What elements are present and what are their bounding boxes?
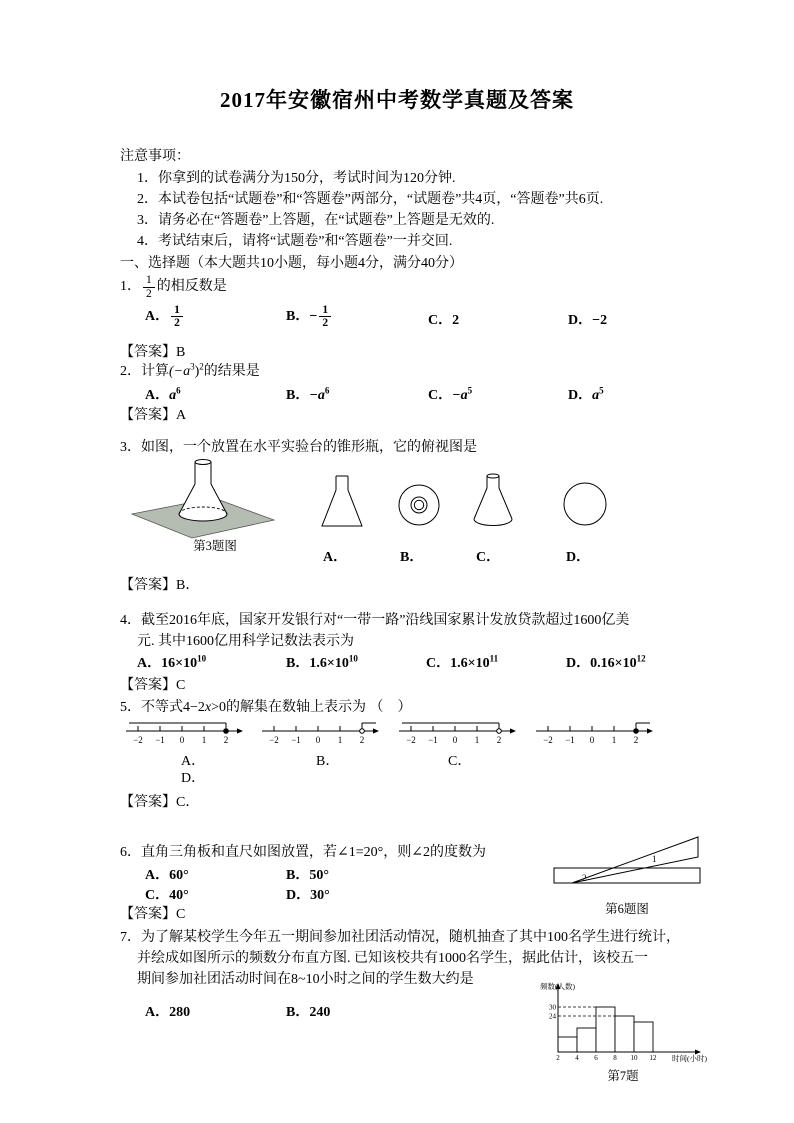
svg-text:30: 30: [549, 1003, 556, 1012]
q5-numberline-b: [260, 713, 382, 753]
notice-item: 1．你拿到的试卷满分为150分，考试时间为120分钟.: [137, 171, 456, 186]
axis-arrow: [373, 728, 379, 733]
q6-figure: [552, 834, 702, 898]
q3-shape-a: [315, 472, 370, 534]
svg-text:−1: −1: [155, 735, 165, 745]
q2-option-d: D．$a^5$: [568, 385, 604, 403]
svg-text:−2: −2: [269, 735, 279, 745]
q6-answer: 【答案】C: [120, 907, 186, 922]
q6-option-a: A．60°: [145, 868, 189, 883]
q4-option-a: A．$16\times 10^{10}$: [137, 653, 207, 671]
q1-fraction: $\frac{1}{2}$: [143, 274, 155, 299]
q1-option-a: A． $\frac{1}{2}$: [145, 304, 185, 329]
q3-shape-c: [465, 472, 520, 534]
q1-answer: 【答案】B: [120, 345, 186, 360]
q6-option-c: C．40°: [145, 888, 189, 903]
q3-figure-caption: 第3题图: [193, 539, 237, 553]
q4-answer: 【答案】C: [120, 678, 186, 693]
q3-shape-d: [558, 474, 613, 536]
svg-text:2: 2: [556, 1054, 560, 1062]
x-axis-label: 时间(小时): [672, 1054, 707, 1063]
svg-text:1: 1: [611, 735, 617, 745]
svg-text:0: 0: [179, 735, 185, 745]
y-tick-labels: [549, 1004, 557, 1021]
q7-histogram: [538, 980, 708, 1066]
svg-text:10: 10: [630, 1054, 638, 1062]
numberline-tick-labels: [133, 735, 228, 745]
q1-option-b-fraction: $\frac{1}{2}$: [319, 304, 331, 329]
q7-figure-caption: 第7题: [607, 1069, 639, 1083]
q5-numberline-d: [534, 713, 656, 753]
svg-text:6: 6: [594, 1054, 598, 1062]
section-heading: 一、选择题（本大题共10小题，每小题4分，满分40分）: [120, 256, 463, 271]
svg-text:−2: −2: [406, 735, 416, 745]
svg-text:0: 0: [452, 735, 458, 745]
q2-stem: 2．计算$(-a^3)^2$的结果是: [120, 361, 260, 379]
svg-text:−2: −2: [543, 735, 553, 745]
q7-stem-line1: 7．为了解某校学生今年五一期间参加社团活动情况，随机抽查了其中100名学生进行统计，: [120, 930, 680, 945]
q7-stem-line3: 期间参加社团活动时间在8~10小时之间的学生数大约是: [137, 972, 474, 987]
q4-stem-line2: 元. 其中1600亿用科学记数法表示为: [137, 634, 354, 649]
q5-numberline-c: [397, 713, 519, 753]
q5-option-label-c: C．: [448, 754, 472, 769]
q6-figure-caption: 第6题图: [605, 902, 649, 916]
set-square-triangle: [572, 837, 698, 883]
svg-text:12: 12: [649, 1054, 657, 1062]
q6-option-b: B．50°: [286, 868, 329, 883]
q5-answer: 【答案】C．: [120, 795, 200, 810]
histogram-bars: [558, 1007, 653, 1052]
q4-option-c: C．$1.6\times 10^{11}$: [426, 653, 499, 671]
q1-option-b: B．− $\frac{1}{2}$: [286, 304, 333, 329]
svg-text:24: 24: [549, 1012, 556, 1021]
q5-numberline-a: [124, 713, 246, 753]
q3-shape-b: [392, 474, 447, 536]
svg-text:1: 1: [474, 735, 480, 745]
q3-option-label-b: B．: [400, 550, 424, 565]
flask-body-fill: [179, 484, 227, 514]
numberline-axis: [536, 726, 649, 731]
svg-text:0: 0: [315, 735, 321, 745]
q2-option-b: B．$-a^6$: [286, 385, 330, 403]
q3-figure-row: [120, 458, 680, 568]
q2-option-a: A．$a^6$: [145, 385, 181, 403]
numberline-axis: [399, 726, 512, 731]
q7-option-a: A．280: [145, 1005, 191, 1020]
notice-list: [137, 168, 603, 252]
q5-option-label-b: B．: [316, 754, 340, 769]
svg-text:−1: −1: [428, 735, 438, 745]
svg-text:2: 2: [633, 735, 639, 745]
angle-2-label: 2: [582, 873, 587, 883]
q1-option-d: D．−2: [568, 313, 608, 328]
q3-stem: 3．如图，一个放置在水平实验台的锥形瓶，它的俯视图是: [120, 440, 477, 455]
q3-option-label-d: D．: [566, 550, 591, 565]
svg-text:2: 2: [359, 735, 365, 745]
ruler: [554, 868, 700, 883]
q3-figure-flask: [128, 458, 278, 540]
q1-text: 的相反数是: [156, 279, 227, 294]
notice-item: 3．请务必在“答题卷”上答题，在“试题卷”上答题是无效的.: [137, 213, 495, 228]
numberline-axis: [126, 726, 239, 731]
q1-number: 1．: [120, 279, 141, 294]
x-tick-labels: [556, 1054, 657, 1062]
svg-text:−2: −2: [133, 735, 143, 745]
angle-1-label: 1: [652, 854, 657, 864]
q1-stem: [120, 272, 227, 302]
q4-option-d: D．$0.16\times 10^{12}$: [566, 653, 646, 671]
q1-option-a-fraction: $\frac{1}{2}$: [171, 304, 183, 329]
q5-option-label-d: D．: [181, 771, 206, 786]
q1-option-c: C．2: [428, 313, 460, 328]
q5-stem: 5．不等式4−2x>0的解集在数轴上表示为 （ ）: [120, 700, 412, 715]
axis-arrow: [237, 728, 243, 733]
svg-text:−1: −1: [565, 735, 575, 745]
svg-text:2: 2: [223, 735, 229, 745]
axis-arrow: [510, 728, 516, 733]
numberline-axis: [262, 726, 375, 731]
notice-item: 2．本试卷包括“试题卷”和“答题卷”两部分，“试题卷”共4页，“答题卷”共6页.: [137, 192, 604, 207]
svg-text:1: 1: [337, 735, 343, 745]
notice-item: 4．考试结束后，请将“试题卷”和“答题卷”一并交回.: [137, 234, 453, 249]
y-axis-label: 频数(人数): [540, 982, 575, 991]
notice-header: 注意事项：: [120, 149, 190, 164]
q6-option-d: D．30°: [286, 888, 330, 903]
q2-answer: 【答案】A: [120, 408, 187, 423]
q4-stem-line1: 4．截至2016年底，国家开发银行对“一带一路”沿线国家累计发放贷款超过1600亿美: [120, 613, 630, 628]
q6-stem: 6．直角三角板和直尺如图放置，若∠1=20°，则∠2的度数为: [120, 845, 486, 860]
numberline-tick-labels: [543, 735, 638, 745]
svg-text:8: 8: [613, 1054, 617, 1062]
q2-option-c: C．$-a^5$: [428, 385, 473, 403]
axis-arrow: [647, 728, 653, 733]
q4-option-b: B．$1.6\times 10^{10}$: [286, 653, 358, 671]
svg-text:1: 1: [201, 735, 207, 745]
q5-option-label-a: A．: [181, 754, 206, 769]
flask-neck-fill: [195, 462, 211, 484]
numberline-tick-labels: [406, 735, 501, 745]
solution-ray: [402, 723, 501, 733]
q7-stem-line2: 并绘成如图所示的频数分布直方图. 已知该校共有1000名学生，据此估计，该校五一: [137, 951, 648, 966]
svg-text:−1: −1: [291, 735, 301, 745]
numberline-tick-labels: [269, 735, 364, 745]
q7-option-b: B．240: [286, 1005, 331, 1020]
svg-text:4: 4: [575, 1054, 579, 1062]
svg-text:0: 0: [589, 735, 595, 745]
q3-option-label-c: C．: [476, 550, 501, 565]
q3-answer: 【答案】B．: [120, 578, 200, 593]
q3-option-label-a: A．: [323, 550, 348, 565]
page-title: 2017年安徽宿州中考数学真题及答案: [220, 88, 574, 112]
svg-text:2: 2: [496, 735, 502, 745]
solution-ray: [129, 723, 228, 733]
